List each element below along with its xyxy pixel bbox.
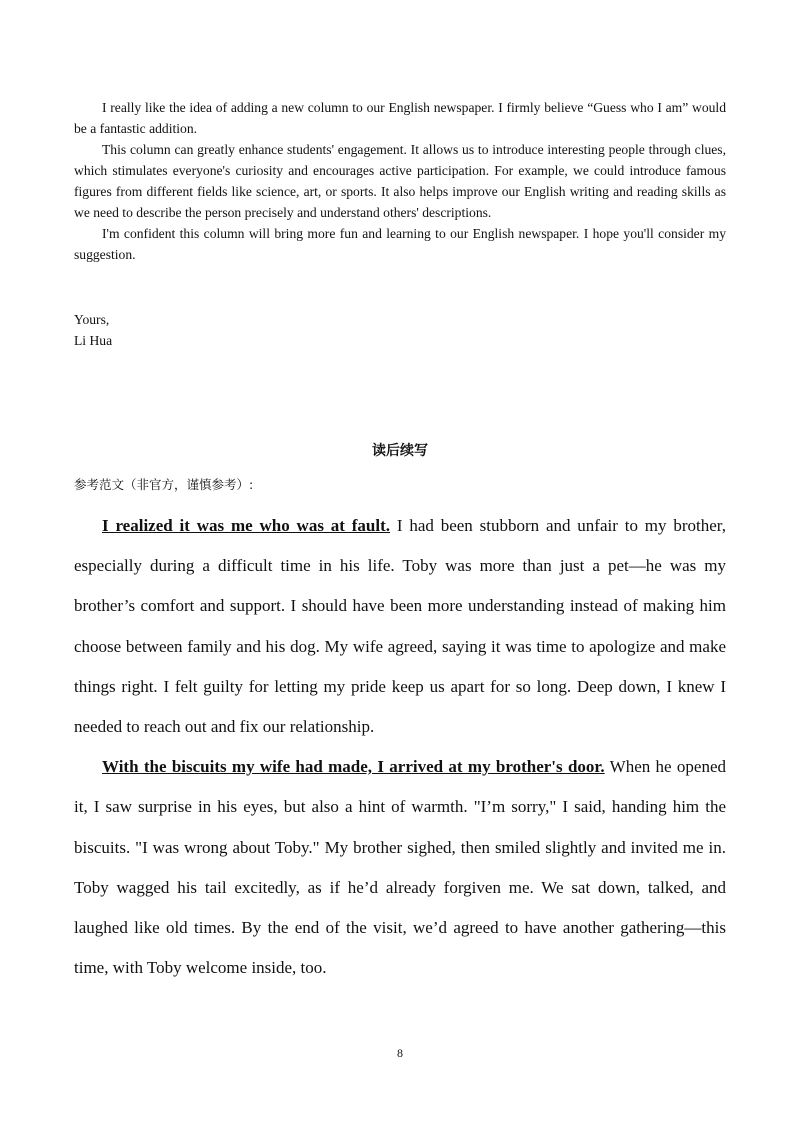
essay-paragraph-1-body: I had been stubborn and unfair to my brother, especially during a difficult time in his life. Toby was more than just a pet—he was my brother’s comfort and support. I should have been more understanding instead of making him choose between family and his dog. My wife agreed, saying it was time to apologize and make things right. I felt guilty for letting my pride keep us apart for so long. Deep down, I knew I needed to reach out and fix our relationship.	[74, 516, 726, 737]
letter-signature: Li Hua	[74, 333, 113, 348]
section-heading: 读后续写	[372, 443, 428, 459]
page-number: 8	[397, 1046, 403, 1060]
letter-paragraph-3: I'm confident this column will bring more fun and learning to our English newspaper. I hope you'll consider my suggestion.	[74, 226, 726, 262]
essay-paragraph-2	[74, 747, 726, 988]
essay-paragraph-2-lead: With the biscuits my wife had made, I arrived at my brother's door.	[102, 757, 605, 777]
essay-paragraph-1-lead: I realized it was me who was at fault.	[102, 516, 391, 535]
letter-closing: Yours,	[74, 312, 110, 327]
essay-paragraph-2-body: When he opened it, I saw surprise in his eyes, but also a hint of warmth. "I’m sorry," I said, handing him the biscuits. "I was wrong about Toby." My brother sighed, then smiled slightly and invited me in. Toby wagged his tail excitedly, as if he’d already forgiven me. We sat down, talked, and laughed like old times. By the end of the visit, we’d agreed to have another gathering—this time, with Toby welcome inside, too.	[74, 757, 727, 978]
reference-note: 参考范文（非官方，谨慎参考）:	[74, 477, 254, 492]
letter-paragraph-2: This column can greatly enhance students' engagement. It allows us to introduce interesting people through clues, which stimulates everyone's curiosity and encourages active participation. For example, we could introduce famous figures from different fields like science, art, or sports. It also helps improve our English writing and reading skills as we need to describe the person precisely and understand others' descriptions.	[74, 142, 726, 220]
letter-body	[74, 97, 726, 265]
letter-paragraph-1: I really like the idea of adding a new column to our English newspaper. I firmly believe “Guess who I am” would be a fantastic addition.	[74, 100, 726, 136]
essay-paragraph-1	[74, 506, 726, 747]
letter-closing-block	[74, 309, 112, 351]
continuation-essay	[74, 506, 726, 988]
